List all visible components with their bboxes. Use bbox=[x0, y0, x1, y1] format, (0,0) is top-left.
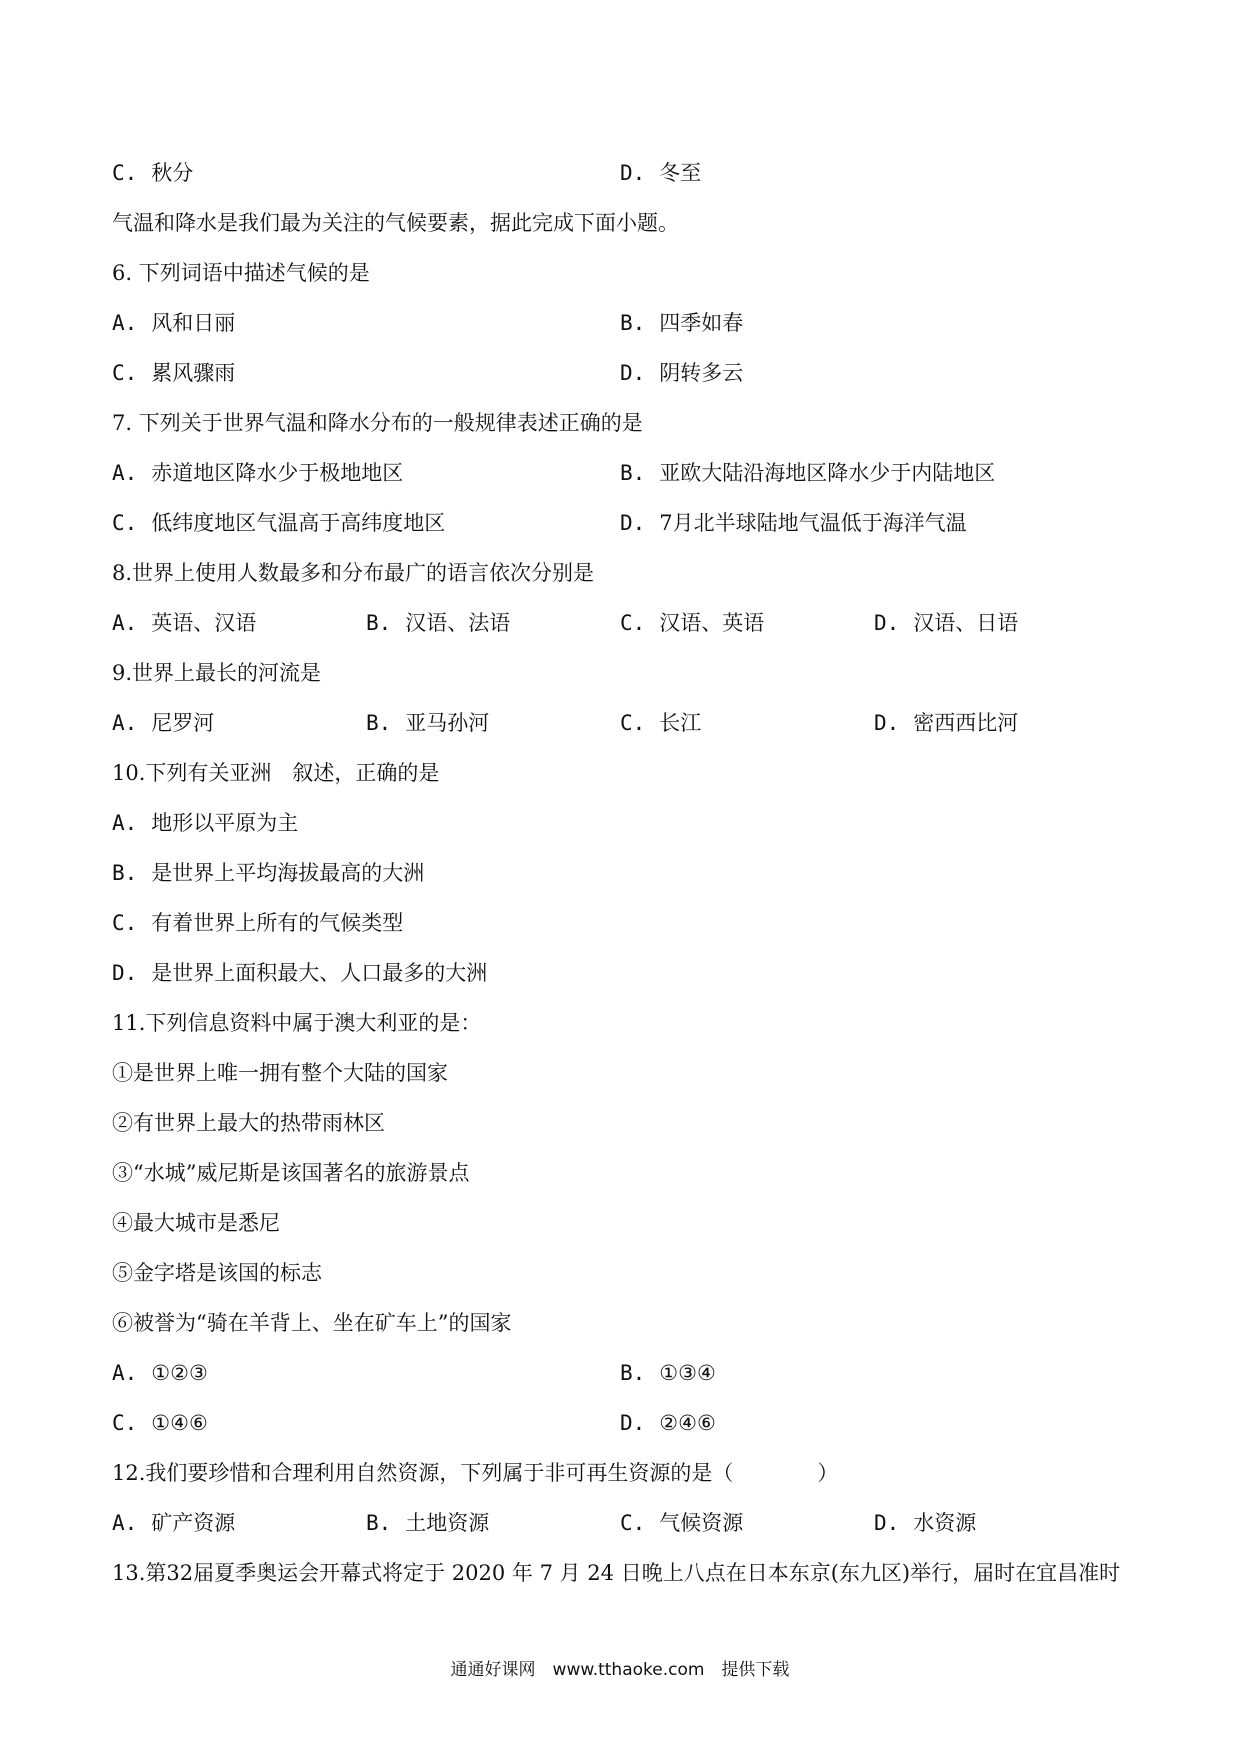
option-label: B. bbox=[620, 311, 646, 335]
option-text: 汉语、英语 bbox=[659, 611, 765, 635]
q11-item: ④最大城市是悉尼 bbox=[112, 1211, 280, 1235]
option-text: 7月北半球陆地气温低于海洋气温 bbox=[659, 511, 967, 535]
q12-stem: 12.我们要珍惜和合理利用自然资源，下列属于非可再生资源的是（ ） bbox=[112, 1461, 839, 1485]
q9-option-a[interactable] bbox=[112, 708, 214, 738]
q9-stem: 9.世界上最长的河流是 bbox=[112, 661, 322, 685]
option-label: C. bbox=[620, 1511, 646, 1535]
option-text: 亚马孙河 bbox=[405, 711, 490, 735]
q11-stem: 11.下列信息资料中属于澳大利亚的是： bbox=[112, 1011, 482, 1035]
q12-option-c[interactable] bbox=[620, 1508, 743, 1538]
option-text: 密西西比河 bbox=[913, 711, 1019, 735]
option-text: ②④⑥ bbox=[659, 1411, 716, 1435]
q11-item: ②有世界上最大的热带雨林区 bbox=[112, 1111, 385, 1135]
option-text: 是世界上平均海拔最高的大洲 bbox=[151, 861, 425, 885]
option-label: D. bbox=[874, 611, 900, 635]
q10-option-d[interactable] bbox=[112, 958, 487, 988]
q7-option-c[interactable] bbox=[112, 508, 445, 538]
option-label: D. bbox=[112, 961, 138, 985]
option-label: B. bbox=[620, 461, 646, 485]
option-text: 英语、汉语 bbox=[151, 611, 257, 635]
q8-option-b[interactable] bbox=[366, 608, 510, 638]
option-label: C. bbox=[620, 711, 646, 735]
q11-option-a[interactable] bbox=[112, 1358, 208, 1388]
option-label: D. bbox=[620, 161, 646, 185]
option-label: B. bbox=[112, 861, 138, 885]
option-text: ①④⑥ bbox=[151, 1411, 208, 1435]
q6-option-d[interactable] bbox=[620, 358, 743, 388]
q9-option-c[interactable] bbox=[620, 708, 701, 738]
q13-stem: 13.第32届夏季奥运会开幕式将定于 2020 年 7 月 24 日晚上八点在日本东京(东九区)举行，届时在宜昌准时 bbox=[112, 1561, 1121, 1585]
option-label: C. bbox=[620, 611, 646, 635]
option-label: A. bbox=[112, 611, 138, 635]
option-text: 汉语、法语 bbox=[405, 611, 511, 635]
option-label: A. bbox=[112, 1511, 138, 1535]
q9-option-b[interactable] bbox=[366, 708, 489, 738]
option-text: 地形以平原为主 bbox=[151, 811, 299, 835]
option-text: 风和日丽 bbox=[151, 311, 236, 335]
option-label: A. bbox=[112, 1361, 138, 1385]
option-text: 是世界上面积最大、人口最多的大洲 bbox=[151, 961, 488, 985]
option-label: D. bbox=[874, 1511, 900, 1535]
option-text: 有着世界上所有的气候类型 bbox=[151, 911, 404, 935]
option-text: 冬至 bbox=[659, 161, 702, 185]
q7-option-a[interactable] bbox=[112, 458, 403, 488]
q10-option-a[interactable] bbox=[112, 808, 298, 838]
option-text: ①②③ bbox=[151, 1361, 208, 1385]
q7-stem: 7. 下列关于世界气温和降水分布的一般规律表述正确的是 bbox=[112, 411, 643, 435]
option-label: A. bbox=[112, 711, 138, 735]
option-label: C. bbox=[112, 511, 138, 535]
q6-option-c[interactable] bbox=[112, 358, 235, 388]
option-label: C. bbox=[112, 361, 138, 385]
option-label: B. bbox=[366, 711, 392, 735]
q5-option-c[interactable] bbox=[112, 158, 193, 188]
option-label: D. bbox=[620, 361, 646, 385]
option-text: 尼罗河 bbox=[151, 711, 215, 735]
intro-text: 气温和降水是我们最为关注的气候要素，据此完成下面小题。 bbox=[112, 211, 679, 235]
option-text: 四季如春 bbox=[659, 311, 744, 335]
option-label: C. bbox=[112, 161, 138, 185]
option-label: D. bbox=[620, 511, 646, 535]
option-label: A. bbox=[112, 811, 138, 835]
q7-option-b[interactable] bbox=[620, 458, 995, 488]
q8-option-a[interactable] bbox=[112, 608, 256, 638]
q11-option-b[interactable] bbox=[620, 1358, 716, 1388]
page-footer: 通通好课网 www.tthaoke.com 提供下载 bbox=[450, 1660, 790, 1680]
q8-stem: 8.世界上使用人数最多和分布最广的语言依次分别是 bbox=[112, 561, 595, 585]
option-text: 气候资源 bbox=[659, 1511, 744, 1535]
q10-option-c[interactable] bbox=[112, 908, 403, 938]
q11-item: ③“水城”威尼斯是该国著名的旅游景点 bbox=[112, 1161, 470, 1185]
q10-option-b[interactable] bbox=[112, 858, 424, 888]
q12-option-b[interactable] bbox=[366, 1508, 489, 1538]
option-label: A. bbox=[112, 311, 138, 335]
option-text: 累风骤雨 bbox=[151, 361, 236, 385]
option-label: C. bbox=[112, 911, 138, 935]
q11-item: ⑤金字塔是该国的标志 bbox=[112, 1261, 322, 1285]
option-label: B. bbox=[620, 1361, 646, 1385]
q8-option-d[interactable] bbox=[874, 608, 1018, 638]
q6-option-b[interactable] bbox=[620, 308, 743, 338]
option-text: 赤道地区降水少于极地地区 bbox=[151, 461, 404, 485]
option-label: D. bbox=[874, 711, 900, 735]
option-text: 亚欧大陆沿海地区降水少于内陆地区 bbox=[659, 461, 996, 485]
option-text: 矿产资源 bbox=[151, 1511, 236, 1535]
q11-item: ①是世界上唯一拥有整个大陆的国家 bbox=[112, 1061, 448, 1085]
option-label: B. bbox=[366, 611, 392, 635]
q10-stem: 10.下列有关亚洲 叙述，正确的是 bbox=[112, 761, 440, 785]
q6-option-a[interactable] bbox=[112, 308, 235, 338]
q11-option-d[interactable] bbox=[620, 1408, 716, 1438]
q5-option-d[interactable] bbox=[620, 158, 701, 188]
option-text: 秋分 bbox=[151, 161, 194, 185]
option-text: 土地资源 bbox=[405, 1511, 490, 1535]
option-text: 低纬度地区气温高于高纬度地区 bbox=[151, 511, 446, 535]
q12-option-d[interactable] bbox=[874, 1508, 976, 1538]
q11-option-c[interactable] bbox=[112, 1408, 208, 1438]
option-text: 阴转多云 bbox=[659, 361, 744, 385]
option-label: B. bbox=[366, 1511, 392, 1535]
q11-item: ⑥被誉为“骑在羊背上、坐在矿车上”的国家 bbox=[112, 1311, 512, 1335]
option-text: 水资源 bbox=[913, 1511, 977, 1535]
q12-option-a[interactable] bbox=[112, 1508, 235, 1538]
option-label: A. bbox=[112, 461, 138, 485]
q8-option-c[interactable] bbox=[620, 608, 764, 638]
option-label: D. bbox=[620, 1411, 646, 1435]
q7-option-d[interactable] bbox=[620, 508, 967, 538]
option-text: ①③④ bbox=[659, 1361, 716, 1385]
option-text: 长江 bbox=[659, 711, 702, 735]
q6-stem: 6. 下列词语中描述气候的是 bbox=[112, 261, 370, 285]
option-text: 汉语、日语 bbox=[913, 611, 1019, 635]
option-label: C. bbox=[112, 1411, 138, 1435]
q9-option-d[interactable] bbox=[874, 708, 1018, 738]
